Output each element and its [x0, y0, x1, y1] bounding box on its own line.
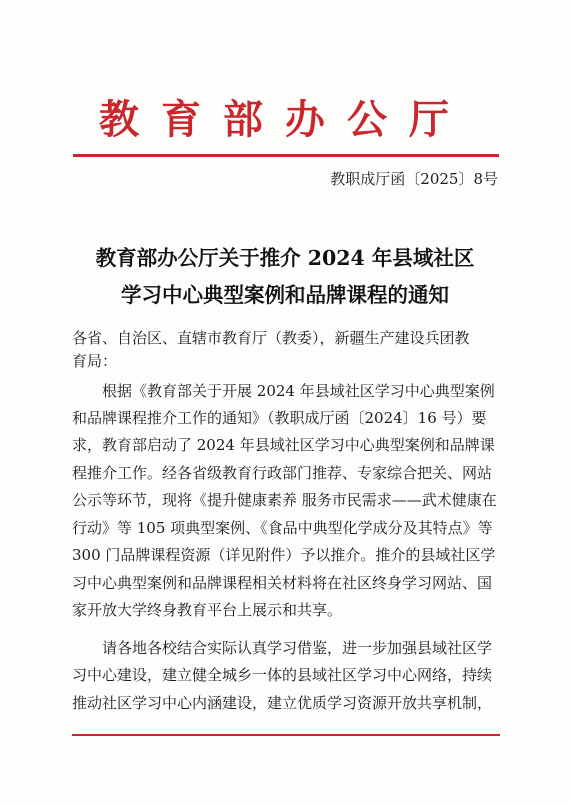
paragraph2-line-3: 推动社区学习中心内涵建设，建立优质学习资源开放共享机制， [72, 694, 493, 712]
paragraph1-line-3: 求，教育部启动了 2024 年县域社区学习中心典型案例和品牌课 [72, 436, 495, 454]
paragraph1-line-5: 公示等环节，现将《提升健康素养 服务市民需求——武术健康在 [72, 491, 497, 509]
masthead-title: 教育部办公厅 [99, 96, 471, 143]
paragraph1-line-7: 300 门品牌课程资源（详见附件）予以推介。推介的县域社区学 [72, 546, 496, 564]
document-title-line-1: 教育部办公厅关于推介 2024 年县域社区 [95, 246, 475, 270]
paragraph1-line-1: 根据《教育部关于开展 2024 年县域社区学习中心典型案例 [102, 382, 495, 400]
document-title-line-2: 学习中心典型案例和品牌课程的通知 [121, 283, 449, 307]
paragraph2-line-1: 请各地各校结合实际认真学习借鉴，进一步加强县域社区学 [102, 639, 493, 657]
document-number: 教职成厅函〔2025〕8号 [330, 170, 498, 188]
paragraph1-line-9: 家开放大学终身教育平台上展示和共享。 [72, 601, 343, 619]
paragraph1-line-8: 习中心典型案例和品牌课程相关材料将在社区终身学习网站、国 [72, 574, 493, 592]
addressee-line-1: 各省、自治区、直辖市教育厅（教委），新疆生产建设兵团教 [72, 329, 470, 347]
paragraph1-line-4: 程推介工作。经各省级教育行政部门推荐、专家综合把关、网站 [72, 464, 493, 482]
paragraph1-line-2: 和品牌课程推介工作的通知》（教职成厅函〔2024〕16 号）要 [72, 409, 487, 427]
paragraph2-line-2: 习中心建设，建立健全城乡一体的县域社区学习中心网络，持续 [72, 666, 493, 684]
red-header-rule [73, 154, 499, 157]
paragraph1-line-6: 行动》等 105 项典型案例、《食品中典型化学成分及其特点》等 [72, 519, 493, 537]
addressee-line-2: 育局： [72, 352, 118, 370]
red-footer-rule [72, 734, 500, 736]
